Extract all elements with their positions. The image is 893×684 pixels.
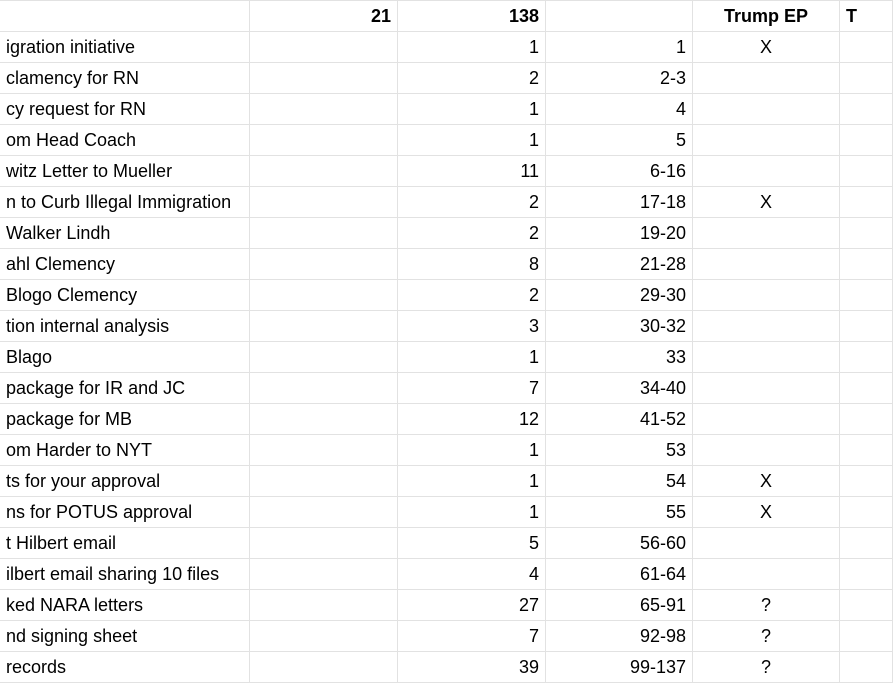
header-cell-trump-ep[interactable]: Trump EP (693, 1, 840, 32)
cell-page-count[interactable]: 2 (398, 218, 546, 249)
table-row (0, 590, 893, 621)
cell-page-count[interactable]: 1 (398, 466, 546, 497)
cell-document-title[interactable]: package for IR and JC (0, 373, 250, 404)
table-row (0, 32, 893, 63)
cell-trump-ep-mark[interactable] (693, 404, 840, 435)
cell-next-column[interactable] (840, 156, 893, 187)
header-cell-empty[interactable] (546, 1, 693, 32)
cell-empty[interactable] (250, 249, 398, 280)
cell-document-title[interactable]: ts for your approval (0, 466, 250, 497)
cell-empty[interactable] (250, 435, 398, 466)
cell-page-count[interactable]: 4 (398, 559, 546, 590)
table-row (0, 435, 893, 466)
cell-page-range[interactable]: 4 (546, 94, 693, 125)
cell-document-title[interactable]: Blago (0, 342, 250, 373)
cell-page-count[interactable]: 7 (398, 621, 546, 652)
cell-document-title[interactable]: witz Letter to Mueller (0, 156, 250, 187)
table-row (0, 218, 893, 249)
cell-empty[interactable] (250, 280, 398, 311)
cell-next-column[interactable] (840, 404, 893, 435)
cell-page-range[interactable]: 6-16 (546, 156, 693, 187)
cell-document-title[interactable]: om Head Coach (0, 125, 250, 156)
cell-document-title[interactable]: records (0, 652, 250, 683)
cell-document-title[interactable]: t Hilbert email (0, 528, 250, 559)
cell-empty[interactable] (250, 466, 398, 497)
cell-next-column[interactable] (840, 621, 893, 652)
cell-page-range[interactable]: 61-64 (546, 559, 693, 590)
cell-next-column[interactable] (840, 497, 893, 528)
cell-page-range[interactable]: 33 (546, 342, 693, 373)
cell-document-title[interactable]: om Harder to NYT (0, 435, 250, 466)
cell-empty[interactable] (250, 342, 398, 373)
cell-empty[interactable] (250, 528, 398, 559)
cell-page-range[interactable]: 56-60 (546, 528, 693, 559)
cell-empty[interactable] (250, 497, 398, 528)
cell-next-column[interactable] (840, 652, 893, 683)
cell-page-count[interactable]: 1 (398, 94, 546, 125)
table-row (0, 621, 893, 652)
cell-page-range[interactable]: 65-91 (546, 590, 693, 621)
cell-document-title[interactable]: igration initiative (0, 32, 250, 63)
cell-page-count[interactable]: 2 (398, 187, 546, 218)
cell-page-range[interactable]: 41-52 (546, 404, 693, 435)
cell-page-range[interactable]: 55 (546, 497, 693, 528)
table-row (0, 652, 893, 683)
cell-trump-ep-mark[interactable]: ? (693, 621, 840, 652)
cell-empty[interactable] (250, 311, 398, 342)
cell-empty[interactable] (250, 590, 398, 621)
table-row (0, 559, 893, 590)
cell-page-range[interactable]: 34-40 (546, 373, 693, 404)
cell-empty[interactable] (250, 63, 398, 94)
cell-empty[interactable] (250, 125, 398, 156)
cell-next-column[interactable] (840, 590, 893, 621)
cell-document-title[interactable]: cy request for RN (0, 94, 250, 125)
table-row (0, 528, 893, 559)
cell-page-range[interactable]: 2-3 (546, 63, 693, 94)
cell-empty[interactable] (250, 652, 398, 683)
cell-trump-ep-mark[interactable] (693, 249, 840, 280)
cell-trump-ep-mark[interactable] (693, 218, 840, 249)
table-row (0, 125, 893, 156)
cell-empty[interactable] (250, 559, 398, 590)
table-row (0, 311, 893, 342)
cell-page-count[interactable]: 7 (398, 373, 546, 404)
cell-page-count[interactable]: 1 (398, 497, 546, 528)
cell-document-title[interactable]: Walker Lindh (0, 218, 250, 249)
cell-trump-ep-mark[interactable]: ? (693, 652, 840, 683)
cell-next-column[interactable] (840, 187, 893, 218)
cell-next-column[interactable] (840, 249, 893, 280)
cell-trump-ep-mark[interactable]: X (693, 32, 840, 63)
table-row (0, 249, 893, 280)
header-cell-next-column[interactable]: T (840, 1, 893, 32)
cell-next-column[interactable] (840, 311, 893, 342)
cell-next-column[interactable] (840, 218, 893, 249)
cell-next-column[interactable] (840, 559, 893, 590)
cell-page-range[interactable]: 53 (546, 435, 693, 466)
table-row (0, 466, 893, 497)
cell-document-title[interactable]: ns for POTUS approval (0, 497, 250, 528)
cell-page-count[interactable]: 3 (398, 311, 546, 342)
cell-page-count[interactable]: 39 (398, 652, 546, 683)
cell-trump-ep-mark[interactable] (693, 280, 840, 311)
table-row (0, 497, 893, 528)
cell-page-count[interactable]: 2 (398, 63, 546, 94)
spreadsheet-body (0, 1, 893, 683)
cell-page-range[interactable]: 21-28 (546, 249, 693, 280)
cell-empty[interactable] (250, 94, 398, 125)
cell-document-title[interactable]: tion internal analysis (0, 311, 250, 342)
cell-next-column[interactable] (840, 280, 893, 311)
cell-empty[interactable] (250, 32, 398, 63)
cell-next-column[interactable] (840, 466, 893, 497)
cell-document-title[interactable]: ilbert email sharing 10 files (0, 559, 250, 590)
table-row (0, 280, 893, 311)
cell-empty[interactable] (250, 218, 398, 249)
cell-trump-ep-mark[interactable] (693, 342, 840, 373)
header-cell-page-count-total[interactable]: 21 (250, 1, 398, 32)
cell-page-count[interactable]: 12 (398, 404, 546, 435)
cell-page-count[interactable]: 8 (398, 249, 546, 280)
cell-empty[interactable] (250, 187, 398, 218)
cell-page-range[interactable]: 19-20 (546, 218, 693, 249)
cell-document-title[interactable]: n to Curb Illegal Immigration (0, 187, 250, 218)
cell-document-title[interactable]: package for MB (0, 404, 250, 435)
cell-empty[interactable] (250, 156, 398, 187)
table-row (0, 63, 893, 94)
cell-document-title[interactable]: clamency for RN (0, 63, 250, 94)
cell-trump-ep-mark[interactable] (693, 311, 840, 342)
table-row (0, 404, 893, 435)
cell-page-count[interactable]: 2 (398, 280, 546, 311)
cell-document-title[interactable]: ked NARA letters (0, 590, 250, 621)
cell-trump-ep-mark[interactable] (693, 373, 840, 404)
cell-page-range[interactable]: 54 (546, 466, 693, 497)
cell-empty[interactable] (250, 404, 398, 435)
cell-trump-ep-mark[interactable] (693, 125, 840, 156)
table-row (0, 373, 893, 404)
header-cell-page-range-total[interactable]: 138 (398, 1, 546, 32)
cell-page-count[interactable]: 1 (398, 125, 546, 156)
cell-page-count[interactable]: 5 (398, 528, 546, 559)
cell-page-count[interactable]: 27 (398, 590, 546, 621)
cell-trump-ep-mark[interactable]: X (693, 466, 840, 497)
cell-trump-ep-mark[interactable] (693, 63, 840, 94)
cell-trump-ep-mark[interactable]: X (693, 497, 840, 528)
cell-page-range[interactable]: 30-32 (546, 311, 693, 342)
cell-next-column[interactable] (840, 373, 893, 404)
cell-page-range[interactable]: 1 (546, 32, 693, 63)
cell-trump-ep-mark[interactable]: ? (693, 590, 840, 621)
cell-page-range[interactable]: 5 (546, 125, 693, 156)
cell-page-count[interactable]: 11 (398, 156, 546, 187)
table-row (0, 187, 893, 218)
cell-trump-ep-mark[interactable] (693, 156, 840, 187)
table-row (0, 342, 893, 373)
cell-next-column[interactable] (840, 125, 893, 156)
cell-trump-ep-mark[interactable] (693, 435, 840, 466)
cell-next-column[interactable] (840, 63, 893, 94)
cell-next-column[interactable] (840, 528, 893, 559)
cell-next-column[interactable] (840, 32, 893, 63)
cell-document-title[interactable]: nd signing sheet (0, 621, 250, 652)
cell-page-count[interactable]: 1 (398, 435, 546, 466)
cell-empty[interactable] (250, 373, 398, 404)
cell-empty[interactable] (250, 621, 398, 652)
cell-page-count[interactable]: 1 (398, 342, 546, 373)
cell-page-range[interactable]: 29-30 (546, 280, 693, 311)
cell-next-column[interactable] (840, 94, 893, 125)
header-cell-title[interactable] (0, 1, 250, 32)
cell-next-column[interactable] (840, 342, 893, 373)
cell-next-column[interactable] (840, 435, 893, 466)
cell-trump-ep-mark[interactable] (693, 528, 840, 559)
cell-document-title[interactable]: Blogo Clemency (0, 280, 250, 311)
cell-page-range[interactable]: 99-137 (546, 652, 693, 683)
cell-page-range[interactable]: 17-18 (546, 187, 693, 218)
table-row (0, 156, 893, 187)
cell-trump-ep-mark[interactable] (693, 94, 840, 125)
table-row (0, 94, 893, 125)
cell-page-range[interactable]: 92-98 (546, 621, 693, 652)
cell-trump-ep-mark[interactable]: X (693, 187, 840, 218)
cell-page-count[interactable]: 1 (398, 32, 546, 63)
cell-document-title[interactable]: ahl Clemency (0, 249, 250, 280)
cell-trump-ep-mark[interactable] (693, 559, 840, 590)
header-row (0, 1, 893, 32)
